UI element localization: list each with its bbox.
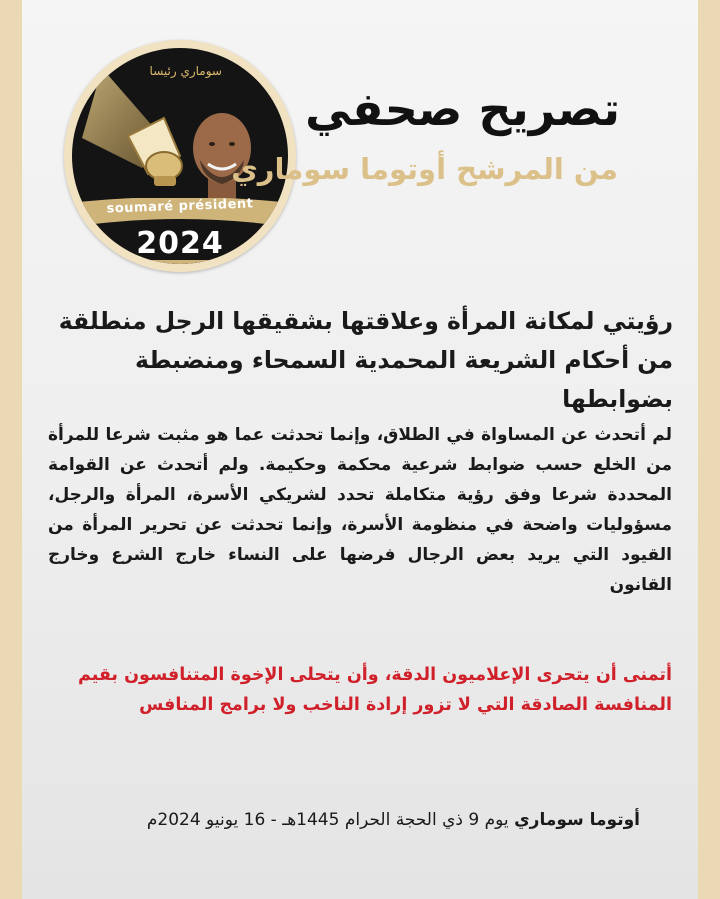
badge-year: 2024	[136, 226, 224, 261]
signature-name: أوتوما سوماري	[514, 810, 640, 830]
page-title: تصريح صحفي	[305, 82, 620, 136]
signature-date: يوم 9 ذي الحجة الحرام 1445هـ - 16 يونيو 2024م	[146, 810, 509, 830]
statement-heading: رؤيتي لمكانة المرأة وعلاقتها بشقيقها الرجل منطلقة من أحكام الشريعة المحمدية السمحاء ومنضبطة بضوابطها	[58, 307, 673, 413]
press-release-page	[22, 0, 698, 899]
signature-line	[147, 810, 640, 830]
page-subtitle: من المرشح أوتوما سوماري	[231, 152, 618, 186]
badge-latin-slogan: soumaré président	[106, 196, 254, 217]
statement-body: لم أتحدث عن المساواة في الطلاق، وإنما تحدثت عما هو مثبت شرعا للمرأة من الخلع حسب ضوابط شرعية محكمة وحكيمة. ولم أتحدث عن القوامة المحددة شرعا وفق رؤية متكاملة تحدد لشريكي الأسرة، المرأة والرجل، مسؤوليات واضحة في منظومة الأسرة، وإنما تحدثت عن تحرير المرأة من القيود التي يريد بعض الرجال فرضها على النساء خارج الشرع وخارج القانون	[48, 425, 672, 595]
badge-arabic-slogan: سوماري رئيسا	[149, 64, 222, 78]
appeal-paragraph: أتمنى أن يتحرى الإعلاميون الدقة، وأن يتحلى الإخوة المتنافسون بقيم المنافسة الصادقة التي لا تزور إرادة الناخب ولا برامج المنافس	[77, 665, 672, 715]
